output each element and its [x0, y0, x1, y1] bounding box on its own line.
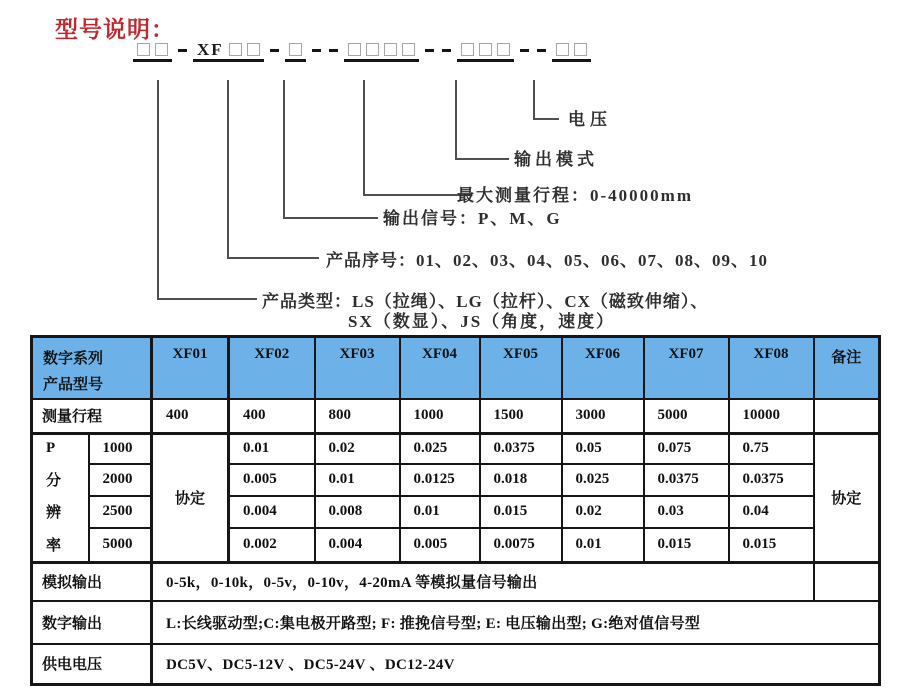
power-supply-value: DC5V、DC5-12V 、DC5-24V 、DC12-24V	[152, 644, 880, 684]
resolution-value: 0.0075	[480, 528, 562, 562]
power-supply-label: 供电电压	[32, 644, 152, 684]
resolution-value: 0.0125	[400, 464, 480, 496]
resolution-value: 0.75	[729, 433, 814, 464]
axis-char: 分	[46, 472, 62, 489]
model-box	[289, 43, 302, 56]
travel-remark-cell	[814, 399, 880, 433]
callout-label-product-type-line2: SX（数显）、JS（角度，速度）	[348, 312, 616, 331]
digital-output-row	[32, 601, 880, 644]
model-box	[461, 43, 474, 56]
model-box	[384, 43, 397, 56]
resolution-value: 0.015	[729, 528, 814, 562]
analog-output-row	[32, 562, 880, 601]
header-series-line2: 产品型号	[43, 377, 104, 393]
resolution-value: 0.02	[315, 433, 400, 464]
analog-output-label: 模拟输出	[32, 562, 152, 601]
resolution-value: 0.04	[729, 496, 814, 528]
resolution-value: 0.0375	[480, 433, 562, 464]
model-dash	[425, 49, 434, 52]
model-dash	[178, 49, 187, 52]
xf01-agreement-cell: 协定	[152, 433, 229, 562]
travel-label: 测量行程	[32, 399, 152, 433]
resolution-axis-label	[32, 433, 89, 562]
travel-value-xf02: 400	[229, 399, 315, 433]
callout-label-product-type: 产品类型：LS（拉绳）、LG（拉杆）、CX（磁致伸缩）、	[262, 292, 709, 311]
resolution-value: 0.018	[480, 464, 562, 496]
header-series-line1: 数字系列	[43, 351, 104, 367]
model-dash	[329, 49, 338, 52]
model-box	[556, 43, 569, 56]
resolution-value: 0.002	[229, 528, 315, 562]
analog-remark-cell	[814, 562, 880, 601]
callout-label-max-travel: 最大测量行程：0-40000mm	[457, 186, 693, 205]
travel-value-xf03: 800	[315, 399, 400, 433]
resolution-level: 5000	[89, 528, 152, 562]
callout-label-output-mode: 输出模式	[514, 150, 598, 169]
model-segment	[552, 43, 591, 62]
resolution-level: 2000	[89, 464, 152, 496]
model-segment	[285, 43, 306, 62]
remark-agreement-cell: 协定	[814, 433, 880, 562]
model-dash	[442, 49, 451, 52]
model-dash	[270, 49, 279, 52]
digital-output-label: 数字输出	[32, 601, 152, 644]
resolution-value: 0.02	[562, 496, 644, 528]
digital-output-value: L:长线驱动型;C:集电极开路型; F: 推挽信号型; E: 电压输出型; G:绝对值信号型	[152, 601, 880, 644]
resolution-value: 0.01	[315, 464, 400, 496]
page-title: 型号说明：	[55, 16, 175, 42]
resolution-value: 0.008	[315, 496, 400, 528]
model-dash	[520, 49, 529, 52]
model-segment	[344, 43, 419, 62]
travel-value-xf05: 1500	[480, 399, 562, 433]
header-xf04: XF04	[400, 337, 480, 400]
header-xf02: XF02	[229, 337, 315, 400]
resolution-value: 0.01	[229, 433, 315, 464]
resolution-level: 1000	[89, 433, 152, 464]
spec-table	[30, 335, 881, 686]
header-remark: 备注	[814, 337, 880, 400]
resolution-value: 0.005	[400, 528, 480, 562]
axis-char: 率	[46, 537, 62, 554]
callout-label-voltage: 电压	[568, 110, 612, 129]
model-box	[366, 43, 379, 56]
resolution-value: 0.075	[644, 433, 729, 464]
table-header-row	[32, 337, 880, 400]
callout-label-product-serial: 产品序号：01、02、03、04、05、06、07、08、09、10	[326, 251, 768, 270]
axis-char: 辨	[46, 505, 62, 522]
model-box	[229, 43, 242, 56]
model-segment	[193, 42, 264, 62]
resolution-value: 0.004	[315, 528, 400, 562]
header-xf01: XF01	[152, 337, 229, 400]
resolution-value: 0.01	[400, 496, 480, 528]
model-box	[402, 43, 415, 56]
resolution-value: 0.015	[644, 528, 729, 562]
resolution-value: 0.005	[229, 464, 315, 496]
travel-value-xf07: 5000	[644, 399, 729, 433]
header-xf06: XF06	[562, 337, 644, 400]
resolution-value: 0.025	[562, 464, 644, 496]
resolution-row-1000	[32, 433, 880, 464]
model-code-line	[131, 38, 593, 66]
model-box	[348, 43, 361, 56]
model-box	[574, 43, 587, 56]
model-box	[137, 43, 150, 56]
resolution-value: 0.0375	[644, 464, 729, 496]
resolution-value: 0.05	[562, 433, 644, 464]
model-box	[479, 43, 492, 56]
resolution-level: 2500	[89, 496, 152, 528]
resolution-value: 0.015	[480, 496, 562, 528]
callout-connector-product-type	[157, 80, 257, 300]
model-segment	[457, 43, 514, 62]
callout-connector-voltage	[533, 80, 559, 120]
resolution-value: 0.025	[400, 433, 480, 464]
travel-value-xf08: 10000	[729, 399, 814, 433]
model-dash	[537, 49, 546, 52]
travel-value-xf04: 1000	[400, 399, 480, 433]
resolution-value: 0.0375	[729, 464, 814, 496]
callout-label-output-signal: 输出信号：P、M、G	[383, 209, 562, 228]
travel-value-xf01: 400	[152, 399, 229, 433]
header-xf08: XF08	[729, 337, 814, 400]
model-box	[497, 43, 510, 56]
callout-connector-max-travel	[363, 80, 472, 196]
power-supply-row	[32, 644, 880, 684]
header-xf07: XF07	[644, 337, 729, 400]
travel-value-xf06: 3000	[562, 399, 644, 433]
resolution-value: 0.01	[562, 528, 644, 562]
header-xf03: XF03	[315, 337, 400, 400]
analog-output-value: 0-5k，0-10k，0-5v，0-10v，4-20mA 等模拟量信号输出	[152, 562, 814, 601]
resolution-value: 0.03	[644, 496, 729, 528]
resolution-value: 0.004	[229, 496, 315, 528]
model-box	[247, 43, 260, 56]
header-xf05: XF05	[480, 337, 562, 400]
axis-char: P	[46, 440, 56, 457]
model-segment	[133, 43, 172, 62]
travel-row	[32, 399, 880, 433]
model-dash	[312, 49, 321, 52]
header-series-model	[32, 337, 152, 400]
model-box	[155, 43, 168, 56]
model-prefix: XF	[197, 40, 224, 59]
